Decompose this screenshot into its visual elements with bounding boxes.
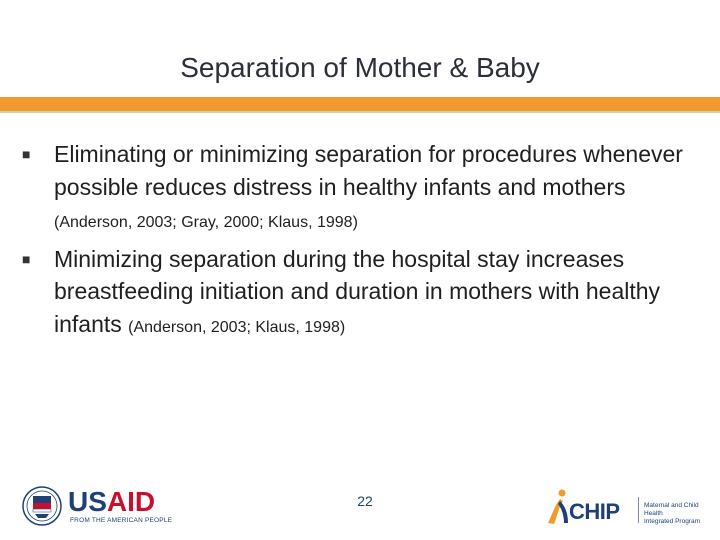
bullet-item	[22, 243, 702, 345]
title-accent-line	[0, 111, 720, 113]
bullet-item	[22, 138, 702, 240]
square-bullet-icon: ■	[22, 250, 31, 267]
usaid-wordmark: USAID	[68, 486, 156, 517]
bullet-citation: (Anderson, 2003; Gray, 2000; Klaus, 1998)	[54, 214, 358, 231]
mchip-subtitle: Maternal and Child Health Integrated Program	[644, 502, 701, 525]
usaid-logo	[22, 486, 173, 530]
bullet-list	[22, 138, 702, 347]
mchip-wordmark: CHIP	[569, 499, 620, 524]
usaid-seal-icon	[22, 486, 62, 526]
square-bullet-icon: ■	[22, 146, 31, 162]
bullet-citation: (Anderson, 2003; Klaus, 1998)	[128, 318, 346, 336]
slide-title: Separation of Mother & Baby	[180, 52, 540, 83]
mchip-logo	[542, 487, 702, 527]
bullet-text: Eliminating or minimizing separation for procedures whenever possible reduces distress in healthy infants and mothers	[54, 141, 683, 200]
bullet-text: Minimizing separation during the hospital stay increases breastfeeding initiation and duration in mothers with healthy infants	[54, 245, 661, 337]
title-accent-band	[0, 97, 720, 111]
title-area	[0, 0, 720, 96]
mchip-figure-icon	[542, 487, 572, 527]
mchip-divider	[638, 497, 639, 523]
page-number: 22	[357, 493, 373, 509]
usaid-tagline: FROM THE AMERICAN PEOPLE	[70, 517, 173, 524]
